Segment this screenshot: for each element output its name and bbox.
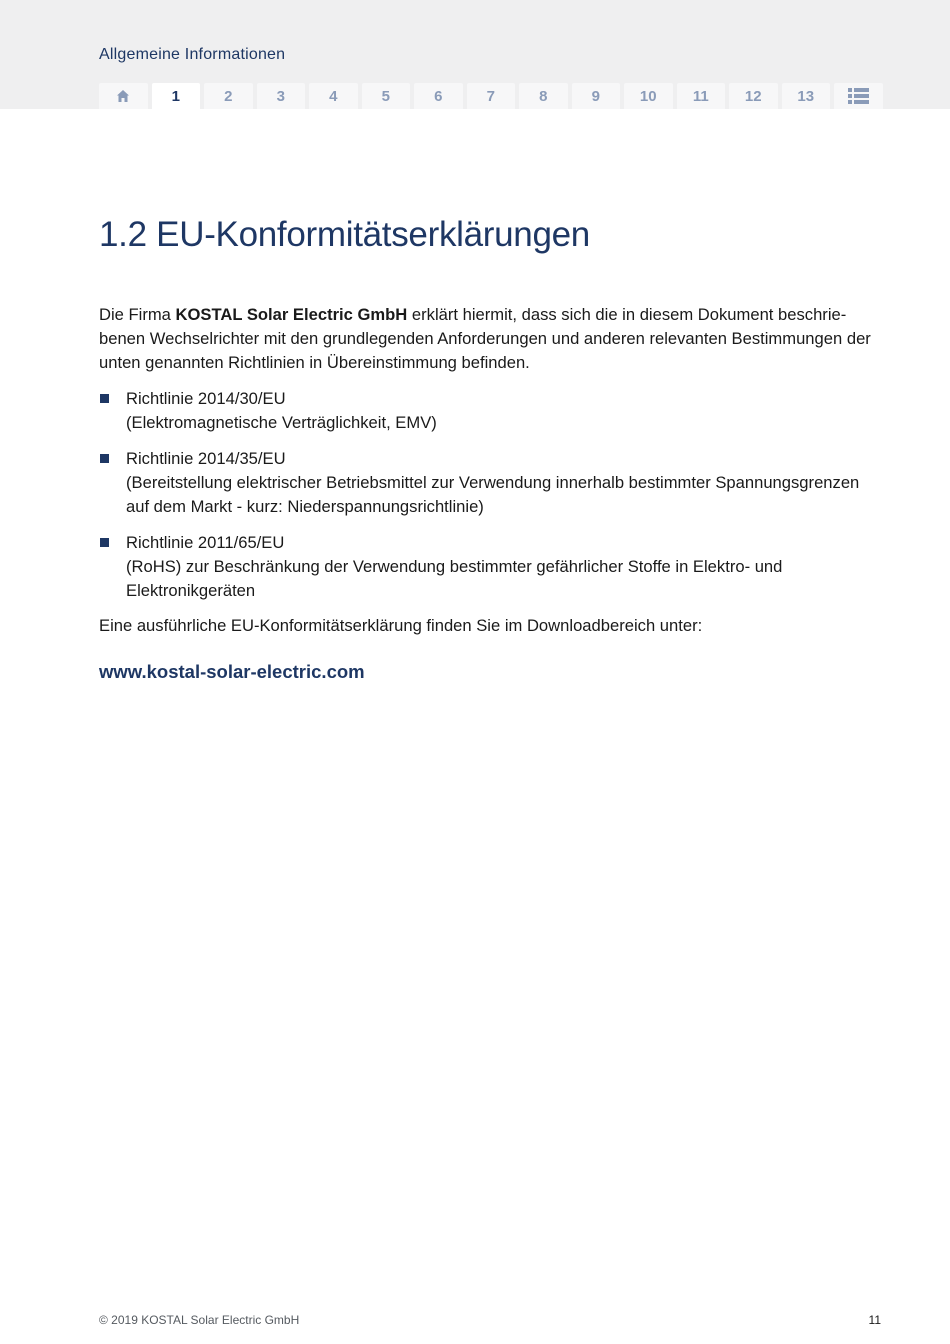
list-icon [848, 87, 869, 105]
tab-chapter-7[interactable]: 7 [467, 83, 516, 109]
page-number: 11 [868, 1313, 881, 1327]
tab-chapter-13[interactable]: 13 [782, 83, 831, 109]
directive-description: (Bereitstellung elektrischer Betriebsmittel zur Verwendung innerhalb bestimmter Spannungsgrenzen auf dem Markt - kurz: Niederspannungsrichtlinie) [126, 473, 860, 516]
bullet-square-icon [100, 538, 109, 547]
page-heading: 1.2 EU-Konformitätserklärungen [99, 215, 590, 254]
tab-home[interactable] [99, 83, 148, 109]
tab-chapter-10[interactable]: 10 [624, 83, 673, 109]
tab-chapter-12[interactable]: 12 [729, 83, 778, 109]
directive-title: Richtlinie 2014/35/EU [126, 449, 286, 468]
intro-rest: erklärt hiermit, dass sich die in diesem Dokument beschrie-benen Wechselrichter mit den grundlegenden Anforderungen und anderen relevanten Bestimmungen der unten genannten Richtlinien in Übereinstimmung befinden. [99, 305, 871, 372]
tab-chapter-1[interactable]: 1 [152, 83, 201, 110]
list-item [99, 447, 879, 519]
directive-description: (RoHS) zur Beschränkung der Verwendung bestimmter gefährlicher Stoffe in Elektro- und Elektronikgeräten [126, 557, 783, 600]
tab-chapter-11[interactable]: 11 [677, 83, 726, 109]
directive-title: Richtlinie 2011/65/EU [126, 533, 285, 552]
tab-chapter-6[interactable]: 6 [414, 83, 463, 109]
home-icon [116, 89, 130, 103]
bullet-square-icon [100, 394, 109, 403]
tab-chapter-5[interactable]: 5 [362, 83, 411, 109]
bullet-square-icon [100, 454, 109, 463]
tab-chapter-2[interactable]: 2 [204, 83, 253, 109]
tab-chapter-8[interactable]: 8 [519, 83, 568, 109]
tab-chapter-3[interactable]: 3 [257, 83, 306, 109]
tab-chapter-4[interactable]: 4 [309, 83, 358, 109]
section-title: Allgemeine Informationen [99, 46, 286, 63]
intro-prefix: Die Firma [99, 305, 176, 324]
list-item [99, 387, 879, 435]
directive-title: Richtlinie 2014/30/EU [126, 389, 286, 408]
directive-description: (Elektromagnetische Verträglichkeit, EMV) [126, 413, 437, 432]
directive-list [99, 387, 879, 615]
download-note: Eine ausführliche EU-Konformitätserklärung finden Sie im Downloadbereich unter: [99, 616, 703, 635]
company-name: KOSTAL Solar Electric GmbH [175, 305, 408, 324]
tab-table-of-contents[interactable] [834, 83, 883, 109]
tab-chapter-9[interactable]: 9 [572, 83, 621, 109]
intro-paragraph [99, 303, 879, 375]
download-link[interactable]: www.kostal-solar-electric.com [99, 661, 365, 682]
chapter-tabs [99, 83, 883, 109]
footer-copyright: © 2019 KOSTAL Solar Electric GmbH [99, 1313, 300, 1327]
list-item [99, 531, 879, 603]
